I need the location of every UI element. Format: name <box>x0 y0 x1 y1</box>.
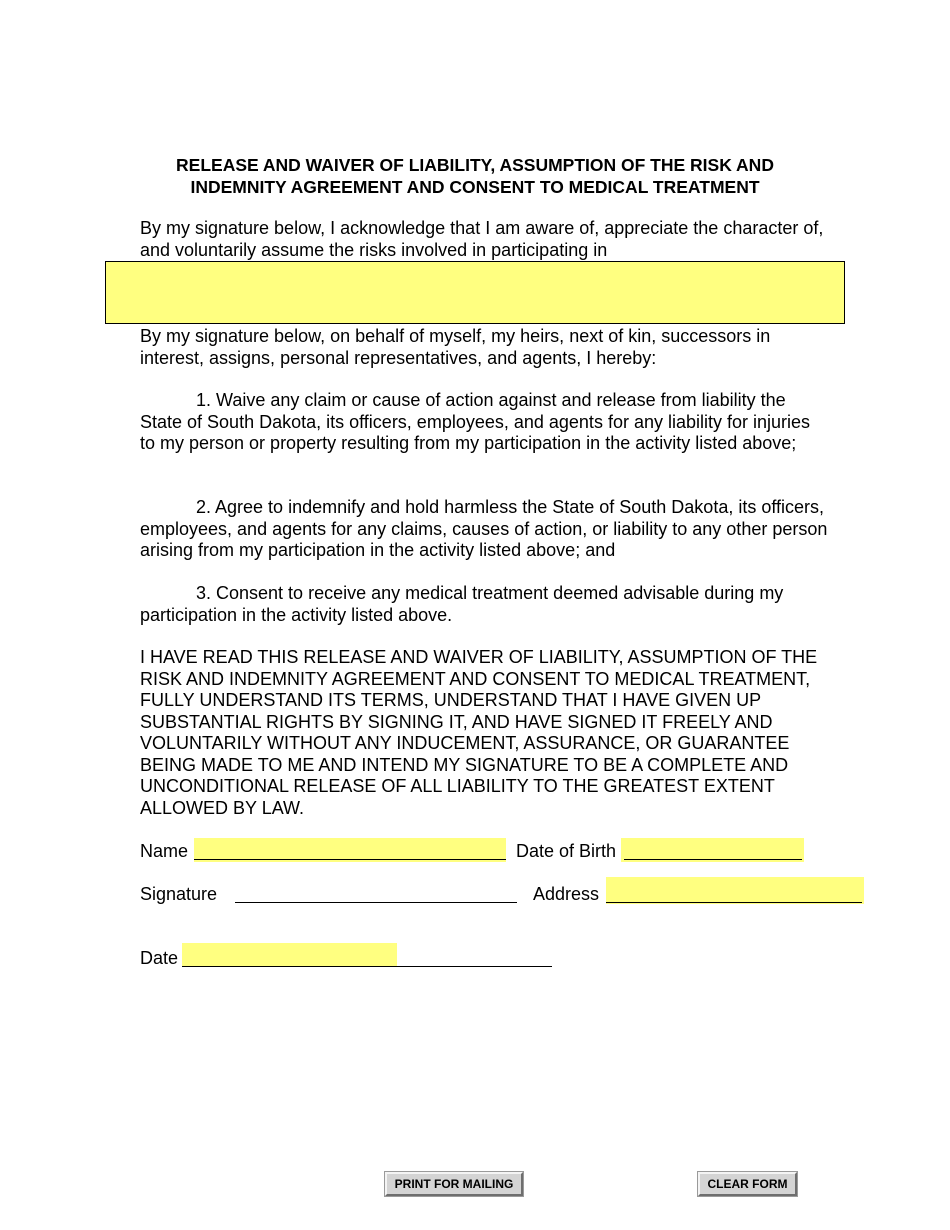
date-input[interactable] <box>182 943 397 967</box>
name-label: Name <box>140 841 189 861</box>
title-line-2: INDEMNITY AGREEMENT AND CONSENT TO MEDICAL TREATMENT <box>190 177 760 197</box>
name-underline <box>194 859 506 860</box>
item-2-text: 2. Agree to indemnify and hold harmless the State of South Dakota, its officers, employees, and agents for any claims, causes of action, or liability to any other person arising from my participation in the activity listed above; and <box>140 497 828 560</box>
signature-line <box>235 902 517 903</box>
address-underline <box>606 902 862 903</box>
address-input[interactable] <box>606 877 864 904</box>
date-underline <box>182 966 552 967</box>
address-label: Address <box>533 884 600 904</box>
clear-form-button[interactable]: CLEAR FORM <box>698 1172 797 1196</box>
dob-label: Date of Birth <box>516 841 617 861</box>
signature-label: Signature <box>140 884 218 904</box>
behalf-paragraph: By my signature below, on behalf of myself, my heirs, next of kin, successors in interest, assigns, personal representatives, and agents, I hereby: <box>140 326 771 368</box>
title-line-1: RELEASE AND WAIVER OF LIABILITY, ASSUMPTION OF THE RISK AND <box>176 155 774 175</box>
acknowledgment-paragraph: I HAVE READ THIS RELEASE AND WAIVER OF LIABILITY, ASSUMPTION OF THE RISK AND INDEMNITY AGREEMENT AND CONSENT TO MEDICAL TREATMENT, FULLY UNDERSTAND ITS TERMS, UNDERSTAND THAT I HAVE GIVEN UP SUBSTANTIAL RIGHTS BY SIGNING IT, AND HAVE SIGNED IT FREELY AND VOLUNTARILY WITHOUT ANY INDUCEMENT, ASSURANCE, OR GUARANTEE BEING MADE TO ME AND INTEND MY SIGNATURE TO BE A COMPLETE AND UNCONDITIONAL RELEASE OF ALL LIABILITY TO THE GREATEST EXTENT ALLOWED BY LAW. <box>140 647 818 818</box>
item-1-text: 1. Waive any claim or cause of action against and release from liability the State of South Dakota, its officers, employees, and agents for any liability for injuries to my person or property resulting from my participation in the activity listed above; <box>140 390 811 453</box>
document-title <box>100 154 850 198</box>
dob-underline <box>624 859 802 860</box>
print-for-mailing-button[interactable]: PRINT FOR MAILING <box>385 1172 523 1196</box>
item-1-paragraph <box>140 390 830 455</box>
activity-input[interactable] <box>105 261 845 324</box>
item-3-paragraph <box>140 583 830 626</box>
intro-paragraph: By my signature below, I acknowledge that I am aware of, appreciate the character of, and voluntarily assume the risks involved in participating in <box>140 218 824 260</box>
date-label: Date <box>140 948 179 968</box>
item-3-text: 3. Consent to receive any medical treatment deemed advisable during my participation in the activity listed above. <box>140 583 784 625</box>
item-2-paragraph <box>140 497 830 562</box>
